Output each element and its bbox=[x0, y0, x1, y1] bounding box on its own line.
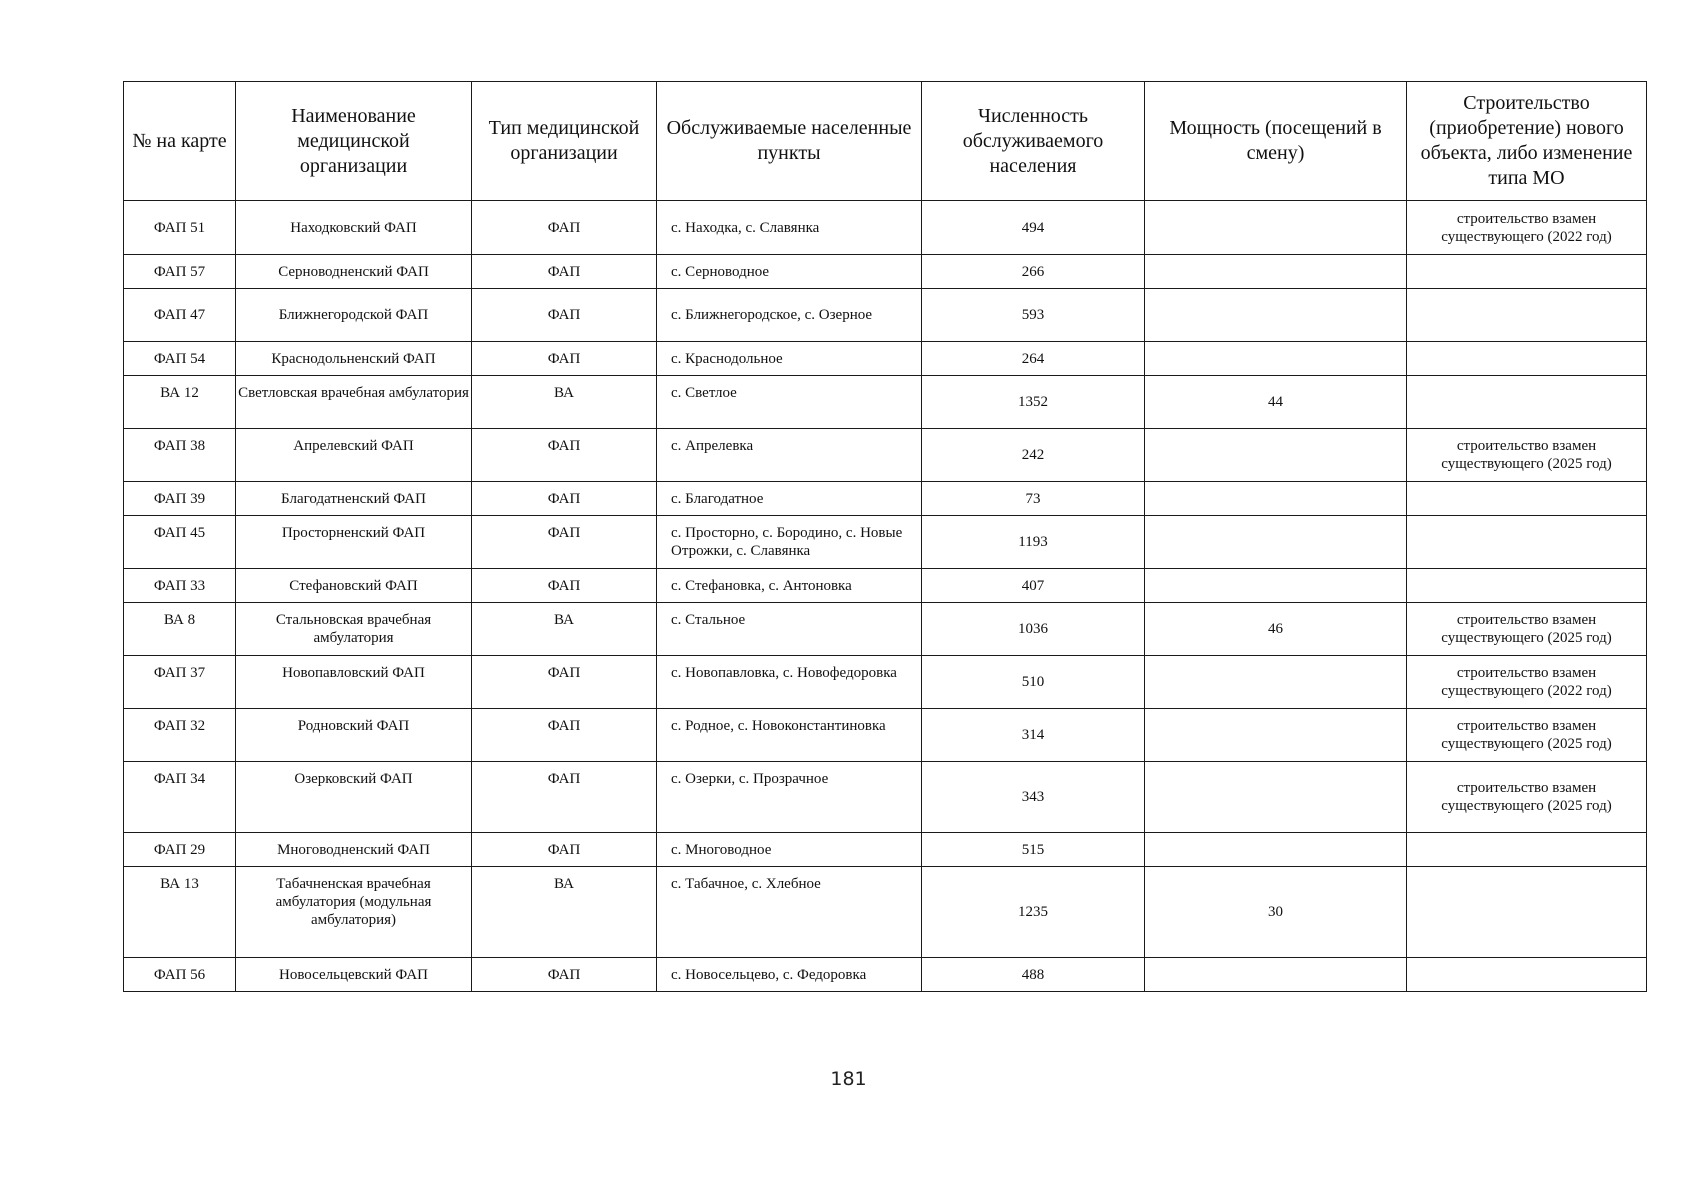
cell-construction bbox=[1407, 482, 1647, 516]
cell-settlements: с. Апрелевка bbox=[657, 429, 922, 482]
cell-org-type: ФАП bbox=[472, 482, 657, 516]
cell-settlements: с. Новопавловка, с. Новофедоровка bbox=[657, 656, 922, 709]
cell-map-number: ФАП 33 bbox=[124, 569, 236, 603]
cell-org-type: ФАП bbox=[472, 762, 657, 833]
cell-map-number: ВА 13 bbox=[124, 867, 236, 958]
cell-population: 266 bbox=[922, 255, 1145, 289]
table-row bbox=[124, 516, 1647, 569]
table-header-row bbox=[124, 82, 1647, 201]
cell-settlements: с. Многоводное bbox=[657, 833, 922, 867]
cell-org-name: Краснодольненский ФАП bbox=[236, 342, 472, 376]
table-row bbox=[124, 603, 1647, 656]
cell-population: 494 bbox=[922, 201, 1145, 255]
cell-map-number: ФАП 47 bbox=[124, 289, 236, 342]
cell-org-type: ФАП bbox=[472, 429, 657, 482]
cell-org-name: Озерковский ФАП bbox=[236, 762, 472, 833]
cell-construction: строительство взамен существующего (2022 год) bbox=[1407, 201, 1647, 255]
header-capacity: Мощность (посещений в смену) bbox=[1145, 82, 1407, 201]
cell-org-name: Многоводненский ФАП bbox=[236, 833, 472, 867]
cell-org-name: Просторненский ФАП bbox=[236, 516, 472, 569]
header-org-type: Тип медицинской организации bbox=[472, 82, 657, 201]
cell-population: 510 bbox=[922, 656, 1145, 709]
cell-capacity bbox=[1145, 656, 1407, 709]
cell-construction bbox=[1407, 289, 1647, 342]
cell-org-name: Новосельцевский ФАП bbox=[236, 958, 472, 992]
cell-construction bbox=[1407, 569, 1647, 603]
header-construction: Строительство (приобретение) нового объекта, либо изменение типа МО bbox=[1407, 82, 1647, 201]
cell-construction: строительство взамен существующего (2025 год) bbox=[1407, 762, 1647, 833]
cell-map-number: ФАП 39 bbox=[124, 482, 236, 516]
header-org-name: Наименование медицинской организации bbox=[236, 82, 472, 201]
cell-construction bbox=[1407, 342, 1647, 376]
cell-population: 1352 bbox=[922, 376, 1145, 429]
cell-settlements: с. Просторно, с. Бородино, с. Новые Отрожки, с. Славянка bbox=[657, 516, 922, 569]
cell-construction: строительство взамен существующего (2025 год) bbox=[1407, 429, 1647, 482]
cell-org-type: ФАП bbox=[472, 255, 657, 289]
cell-population: 593 bbox=[922, 289, 1145, 342]
cell-construction: строительство взамен существующего (2025 год) bbox=[1407, 709, 1647, 762]
cell-capacity: 46 bbox=[1145, 603, 1407, 656]
cell-population: 488 bbox=[922, 958, 1145, 992]
table-row bbox=[124, 482, 1647, 516]
cell-map-number: ФАП 32 bbox=[124, 709, 236, 762]
cell-org-name: Родновский ФАП bbox=[236, 709, 472, 762]
table-row bbox=[124, 255, 1647, 289]
cell-settlements: с. Родное, с. Новоконстантиновка bbox=[657, 709, 922, 762]
cell-org-type: ФАП bbox=[472, 516, 657, 569]
cell-settlements: с. Ближнегородское, с. Озерное bbox=[657, 289, 922, 342]
cell-org-name: Ближнегородской ФАП bbox=[236, 289, 472, 342]
cell-org-name: Находковский ФАП bbox=[236, 201, 472, 255]
cell-settlements: с. Находка, с. Славянка bbox=[657, 201, 922, 255]
cell-settlements: с. Стальное bbox=[657, 603, 922, 656]
cell-capacity bbox=[1145, 569, 1407, 603]
table-row bbox=[124, 429, 1647, 482]
cell-capacity bbox=[1145, 429, 1407, 482]
table-row bbox=[124, 569, 1647, 603]
table-row bbox=[124, 958, 1647, 992]
cell-map-number: ФАП 54 bbox=[124, 342, 236, 376]
cell-population: 407 bbox=[922, 569, 1145, 603]
cell-capacity: 30 bbox=[1145, 867, 1407, 958]
cell-map-number: ФАП 51 bbox=[124, 201, 236, 255]
cell-org-name: Серноводненский ФАП bbox=[236, 255, 472, 289]
header-map-number: № на карте bbox=[124, 82, 236, 201]
cell-org-type: ФАП bbox=[472, 709, 657, 762]
cell-capacity bbox=[1145, 762, 1407, 833]
table-row bbox=[124, 376, 1647, 429]
cell-map-number: ФАП 37 bbox=[124, 656, 236, 709]
cell-capacity bbox=[1145, 833, 1407, 867]
cell-population: 1235 bbox=[922, 867, 1145, 958]
cell-population: 1193 bbox=[922, 516, 1145, 569]
facilities-table bbox=[123, 81, 1647, 992]
cell-population: 73 bbox=[922, 482, 1145, 516]
table-row bbox=[124, 656, 1647, 709]
cell-org-type: ФАП bbox=[472, 342, 657, 376]
cell-construction: строительство взамен существующего (2022 год) bbox=[1407, 656, 1647, 709]
table-row bbox=[124, 289, 1647, 342]
cell-population: 343 bbox=[922, 762, 1145, 833]
cell-population: 314 bbox=[922, 709, 1145, 762]
cell-org-type: ФАП bbox=[472, 958, 657, 992]
table-row bbox=[124, 867, 1647, 958]
cell-settlements: с. Стефановка, с. Антоновка bbox=[657, 569, 922, 603]
cell-construction bbox=[1407, 516, 1647, 569]
cell-org-type: ФАП bbox=[472, 569, 657, 603]
cell-population: 242 bbox=[922, 429, 1145, 482]
cell-settlements: с. Светлое bbox=[657, 376, 922, 429]
cell-org-name: Стефановский ФАП bbox=[236, 569, 472, 603]
cell-construction bbox=[1407, 867, 1647, 958]
cell-map-number: ФАП 45 bbox=[124, 516, 236, 569]
cell-capacity bbox=[1145, 709, 1407, 762]
cell-org-type: ВА bbox=[472, 867, 657, 958]
cell-settlements: с. Новосельцево, с. Федоровка bbox=[657, 958, 922, 992]
cell-map-number: ВА 8 bbox=[124, 603, 236, 656]
cell-org-type: ФАП bbox=[472, 289, 657, 342]
header-population: Численность обслуживаемого населения bbox=[922, 82, 1145, 201]
cell-capacity: 44 bbox=[1145, 376, 1407, 429]
cell-construction bbox=[1407, 255, 1647, 289]
table-header bbox=[124, 82, 1647, 201]
cell-capacity bbox=[1145, 289, 1407, 342]
header-settlements: Обслуживаемые населенные пункты bbox=[657, 82, 922, 201]
table-row bbox=[124, 201, 1647, 255]
cell-org-type: ФАП bbox=[472, 656, 657, 709]
cell-map-number: ФАП 34 bbox=[124, 762, 236, 833]
cell-settlements: с. Озерки, с. Прозрачное bbox=[657, 762, 922, 833]
table-row bbox=[124, 833, 1647, 867]
cell-org-name: Благодатненский ФАП bbox=[236, 482, 472, 516]
cell-capacity bbox=[1145, 342, 1407, 376]
cell-settlements: с. Благодатное bbox=[657, 482, 922, 516]
table-row bbox=[124, 709, 1647, 762]
cell-org-name: Светловская врачебная амбулатория bbox=[236, 376, 472, 429]
cell-capacity bbox=[1145, 958, 1407, 992]
table-row bbox=[124, 342, 1647, 376]
table-row bbox=[124, 762, 1647, 833]
cell-settlements: с. Табачное, с. Хлебное bbox=[657, 867, 922, 958]
cell-capacity bbox=[1145, 482, 1407, 516]
cell-map-number: ФАП 57 bbox=[124, 255, 236, 289]
cell-org-type: ФАП bbox=[472, 201, 657, 255]
cell-org-name: Табачненская врачебная амбулатория (модульная амбулатория) bbox=[236, 867, 472, 958]
cell-construction bbox=[1407, 833, 1647, 867]
cell-construction bbox=[1407, 376, 1647, 429]
cell-population: 264 bbox=[922, 342, 1145, 376]
cell-map-number: ФАП 38 bbox=[124, 429, 236, 482]
cell-org-type: ВА bbox=[472, 376, 657, 429]
cell-capacity bbox=[1145, 516, 1407, 569]
cell-map-number: ФАП 56 bbox=[124, 958, 236, 992]
cell-map-number: ВА 12 bbox=[124, 376, 236, 429]
table-body bbox=[124, 201, 1647, 992]
cell-org-name: Апрелевский ФАП bbox=[236, 429, 472, 482]
cell-capacity bbox=[1145, 201, 1407, 255]
cell-org-name: Стальновская врачебная амбулатория bbox=[236, 603, 472, 656]
cell-org-type: ФАП bbox=[472, 833, 657, 867]
page-number: 181 bbox=[830, 1068, 867, 1090]
cell-capacity bbox=[1145, 255, 1407, 289]
cell-population: 515 bbox=[922, 833, 1145, 867]
cell-settlements: с. Краснодольное bbox=[657, 342, 922, 376]
cell-construction: строительство взамен существующего (2025 год) bbox=[1407, 603, 1647, 656]
cell-map-number: ФАП 29 bbox=[124, 833, 236, 867]
cell-org-name: Новопавловский ФАП bbox=[236, 656, 472, 709]
cell-construction bbox=[1407, 958, 1647, 992]
cell-org-type: ВА bbox=[472, 603, 657, 656]
cell-settlements: с. Серноводное bbox=[657, 255, 922, 289]
cell-population: 1036 bbox=[922, 603, 1145, 656]
